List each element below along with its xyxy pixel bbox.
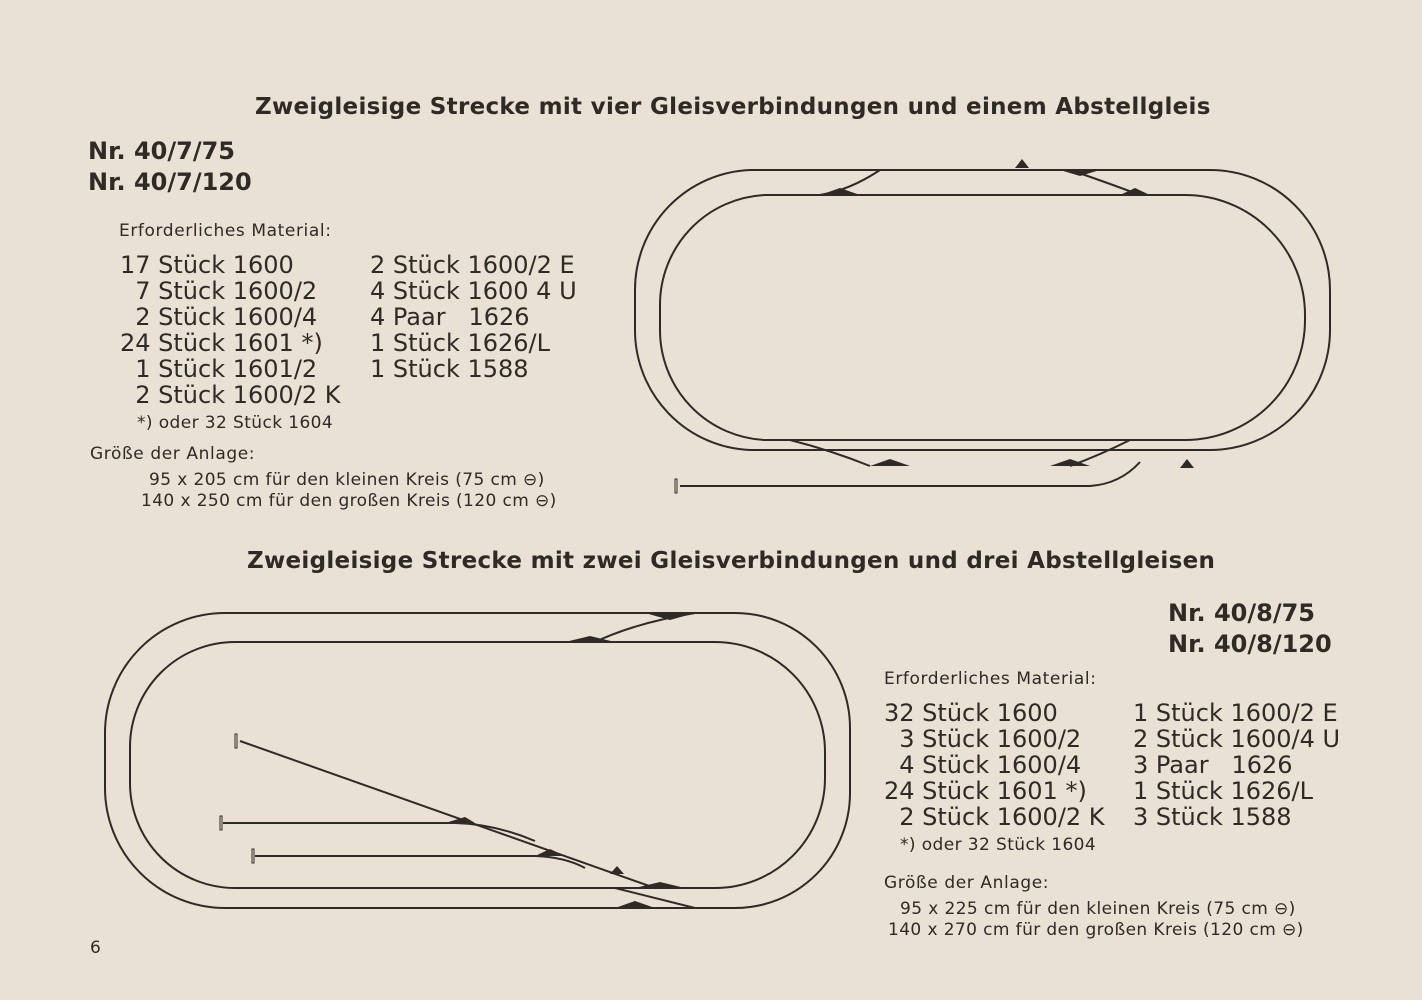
section1-number-75: Nr. 40/7/75 — [88, 137, 235, 165]
signal-triangle — [1015, 159, 1029, 168]
buffer-stop — [235, 734, 237, 748]
material-item: 3 Stück 1600/2 — [884, 725, 1082, 753]
buffer-stop — [252, 849, 254, 863]
section2-materials-left — [884, 700, 1105, 830]
section1-size-lines — [141, 470, 557, 512]
uncoupler-symbol — [676, 647, 681, 652]
material-item: 24 Stück 1601 *) — [120, 329, 323, 357]
track-plan-2 — [95, 598, 875, 938]
section1-materials-right — [370, 252, 577, 382]
section1-title: Zweigleisige Strecke mit vier Gleisverbindungen und einem Abstellgleis — [255, 94, 1211, 120]
track-plan-1 — [620, 150, 1350, 510]
material-item: 1 Stück 1588 — [370, 355, 529, 383]
material-item: 4 Stück 1600/4 — [884, 751, 1082, 779]
material-item: 2 Stück 1600/4 U — [1133, 725, 1341, 753]
signal-triangle — [1180, 459, 1194, 468]
crossover-bottom-right — [1070, 440, 1130, 466]
crossover-top-left — [820, 170, 880, 195]
turnout-marker — [870, 459, 910, 466]
section2-title: Zweigleisige Strecke mit zwei Gleisverbindungen und drei Abstellgleisen — [247, 548, 1216, 574]
turnout-marker — [535, 849, 565, 856]
material-item: 1 Stück 1601/2 — [120, 355, 318, 383]
uncoupler-symbol — [1336, 330, 1341, 335]
uncoupler-symbol — [1336, 321, 1341, 326]
material-item: 7 Stück 1600/2 — [120, 277, 318, 305]
inner-loop — [660, 195, 1305, 440]
siding-middle — [223, 823, 535, 841]
size-line-large: 140 x 270 cm für den großen Kreis (120 cm ⊖) — [888, 920, 1304, 940]
turnout-marker — [615, 901, 655, 908]
section2-number-75: Nr. 40/8/75 — [1168, 599, 1315, 627]
section1-number-120: Nr. 40/7/120 — [88, 168, 252, 196]
material-item: 2 Stück 1600/2 K — [884, 803, 1105, 831]
section2-size-lines — [888, 899, 1304, 941]
section1-footnote: *) oder 32 Stück 1604 — [137, 413, 334, 433]
material-item: 1 Stück 1626/L — [1133, 777, 1314, 805]
section2-footnote: *) oder 32 Stück 1604 — [900, 835, 1097, 855]
crossover-top — [595, 613, 695, 642]
turnout-marker — [820, 188, 860, 195]
material-item: 1 Stück 1626/L — [370, 329, 551, 357]
material-item: 3 Paar 1626 — [1133, 751, 1293, 779]
material-item: 1 Stück 1600/2 E — [1133, 699, 1338, 727]
uncoupler-symbol — [965, 432, 970, 437]
material-item: 32 Stück 1600 — [884, 699, 1058, 727]
material-item: 2 Stück 1600/2 K — [120, 381, 341, 409]
turnout-marker — [645, 613, 695, 620]
material-item: 3 Stück 1588 — [1133, 803, 1292, 831]
uncoupler-symbol — [958, 432, 963, 437]
section1-material-label: Erforderliches Material: — [119, 221, 332, 241]
material-item: 24 Stück 1601 *) — [884, 777, 1087, 805]
section1-size-label: Größe der Anlage: — [90, 444, 256, 464]
section1-numbers — [88, 136, 252, 198]
buffer-stop — [675, 479, 677, 493]
section2-materials-right — [1133, 700, 1340, 830]
size-line-large: 140 x 250 cm für den großen Kreis (120 cm ⊖) — [141, 491, 557, 511]
size-line-small: 95 x 205 cm für den kleinen Kreis (75 cm ⊖) — [149, 470, 545, 490]
section1-materials-left — [120, 252, 341, 408]
siding-long — [240, 741, 655, 888]
size-line-small: 95 x 225 cm für den kleinen Kreis (75 cm ⊖) — [900, 899, 1296, 919]
outer-loop — [635, 170, 1330, 450]
section2-size-label: Größe der Anlage: — [884, 873, 1050, 893]
section2-number-120: Nr. 40/8/120 — [1168, 630, 1332, 658]
material-item: 4 Paar 1626 — [370, 303, 530, 331]
outer-loop — [105, 613, 850, 908]
page-number: 6 — [90, 938, 101, 958]
buffer-stop — [220, 816, 222, 830]
signal-triangle — [610, 866, 624, 874]
turnout-marker — [1060, 170, 1100, 176]
uncoupler-symbol — [683, 647, 688, 652]
uncoupler-symbol — [709, 616, 714, 621]
section2-material-label: Erforderliches Material: — [884, 669, 1097, 689]
material-item: 2 Stück 1600/2 E — [370, 251, 575, 279]
siding-short — [255, 856, 585, 868]
section2-numbers — [1168, 598, 1332, 660]
material-item: 17 Stück 1600 — [120, 251, 294, 279]
inner-loop — [130, 642, 825, 888]
crossover-bottom-left — [790, 440, 870, 466]
material-item: 2 Stück 1600/4 — [120, 303, 318, 331]
material-item: 4 Stück 1600 4 U — [370, 277, 577, 305]
uncoupler-symbol — [716, 616, 721, 621]
